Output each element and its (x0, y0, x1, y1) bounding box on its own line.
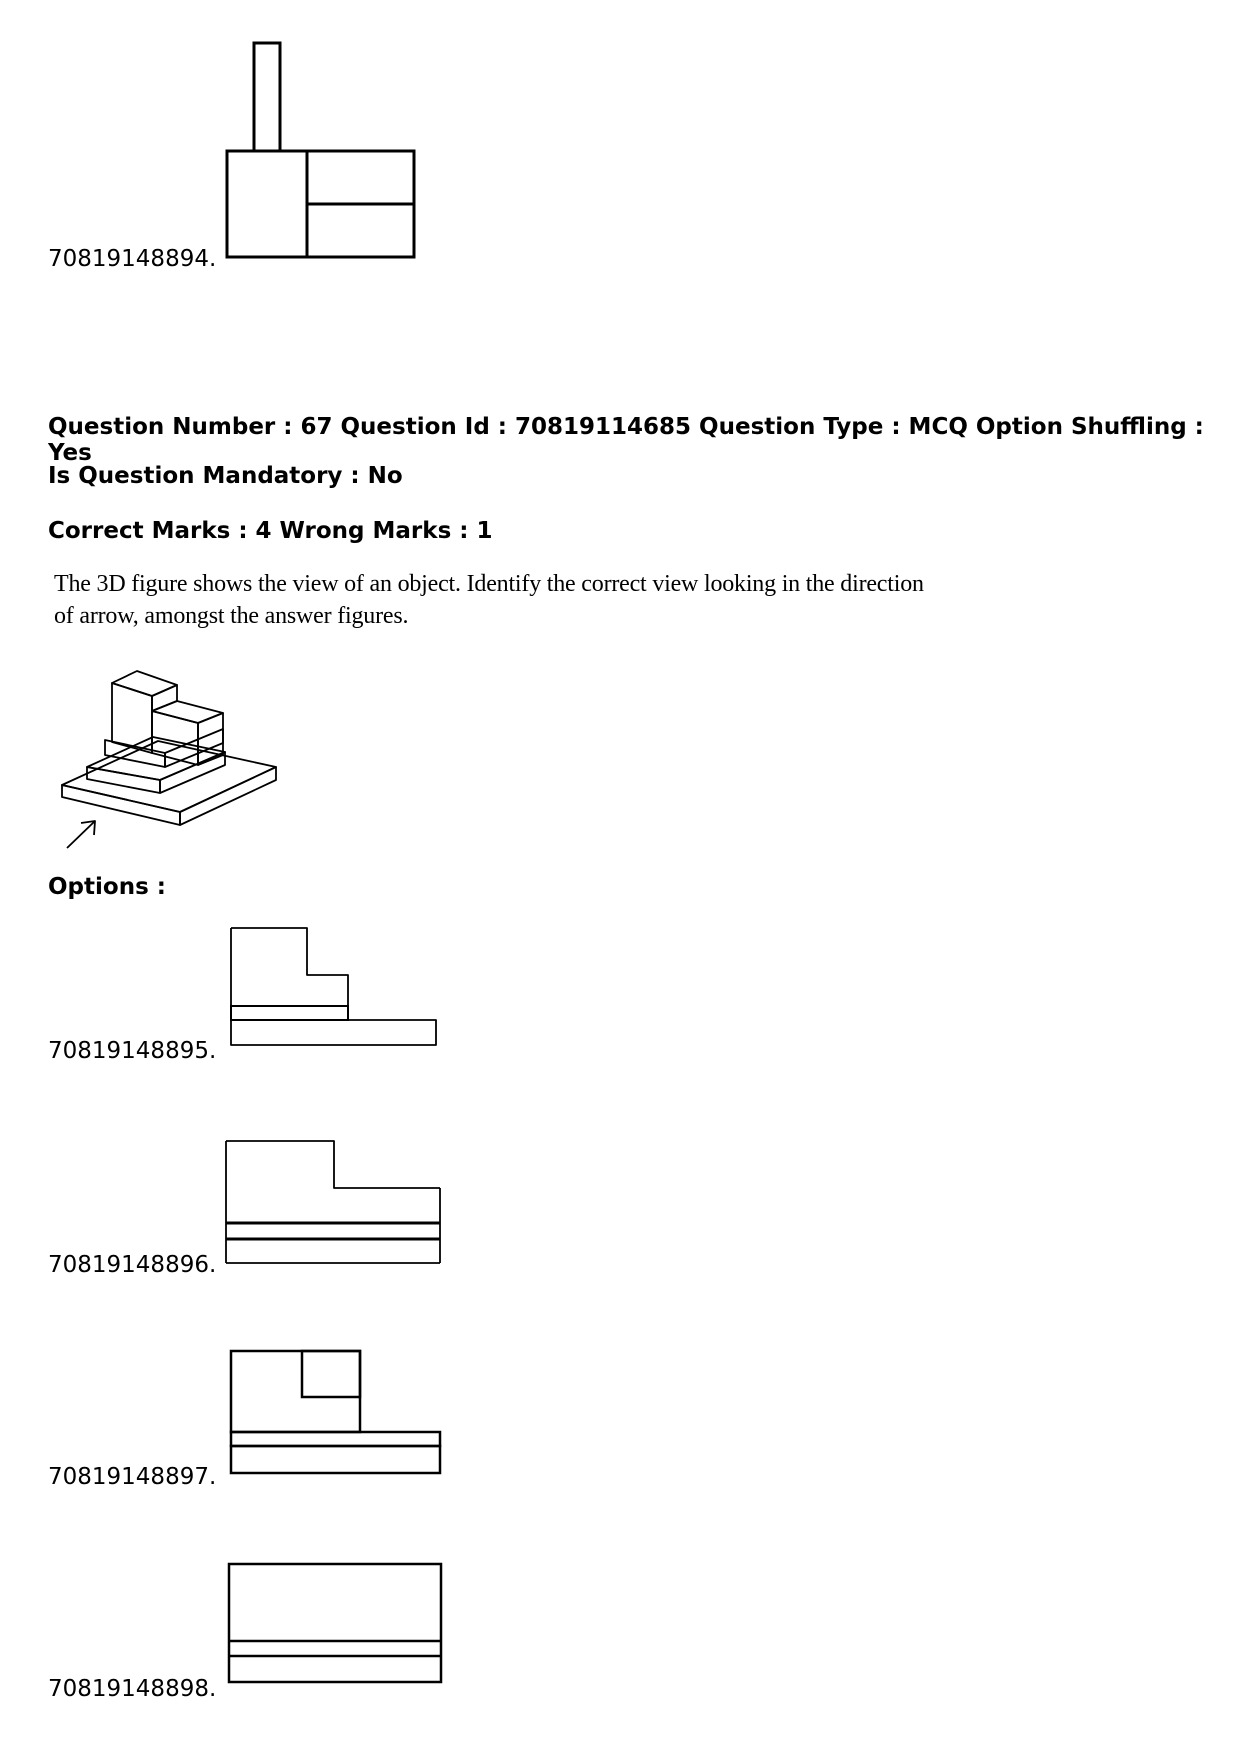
option-3-id[interactable]: 70819148897. (48, 1464, 217, 1490)
option-2-id[interactable]: 70819148896. (48, 1252, 217, 1278)
question-text-line-1: The 3D figure shows the view of an object. Identify the correct view looking in the direction (54, 571, 924, 597)
question-text (54, 568, 954, 632)
option-3-figure (229, 1349, 449, 1479)
option-1-id[interactable]: 70819148895. (48, 1038, 217, 1064)
question-text-line-2: of arrow, amongst the answer figures. (54, 603, 409, 629)
option-2-figure (223, 1138, 443, 1268)
previous-option-id[interactable]: 70819148894. (48, 246, 217, 272)
option-4-id[interactable]: 70819148898. (48, 1676, 217, 1702)
option-4-figure (227, 1562, 447, 1692)
option-1-figure (228, 925, 448, 1055)
options-label: Options : (48, 874, 166, 900)
question-header: Question Number : 67 Question Id : 70819114685 Question Type : MCQ Option Shuffling : Yes (48, 414, 1204, 466)
question-3d-figure (55, 655, 295, 855)
question-mandatory: Is Question Mandatory : No (48, 463, 403, 489)
question-marks: Correct Marks : 4 Wrong Marks : 1 (48, 518, 493, 544)
previous-option-figure (220, 40, 420, 260)
